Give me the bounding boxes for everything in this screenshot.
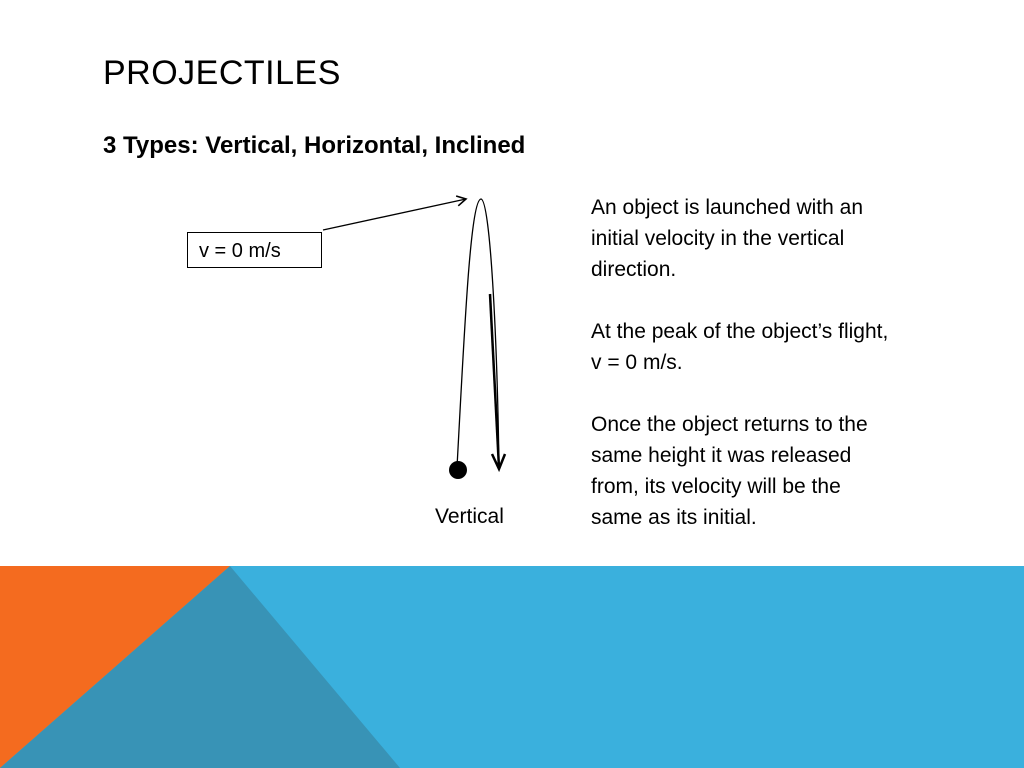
peak-velocity-label-box: v = 0 m/s bbox=[187, 232, 322, 268]
projectile-ball bbox=[449, 461, 467, 479]
peak-pointer-arrow bbox=[323, 199, 466, 230]
decorative-footer-band bbox=[0, 566, 1024, 768]
vertical-motion-label: Vertical bbox=[435, 505, 504, 528]
description-paragraph-return: Once the object returns to the same height it was released from, its velocity will be the same as its initial. bbox=[591, 413, 868, 529]
description-paragraph-launch: An object is launched with an initial velocity in the vertical direction. bbox=[591, 196, 864, 281]
description-paragraph-peak: At the peak of the object’s flight, v = 0 m/s. bbox=[591, 320, 889, 374]
slide-title: PROJECTILES bbox=[103, 54, 341, 92]
slide-subtitle: 3 Types: Vertical, Horizontal, Inclined bbox=[103, 132, 526, 159]
description-text bbox=[591, 192, 891, 533]
